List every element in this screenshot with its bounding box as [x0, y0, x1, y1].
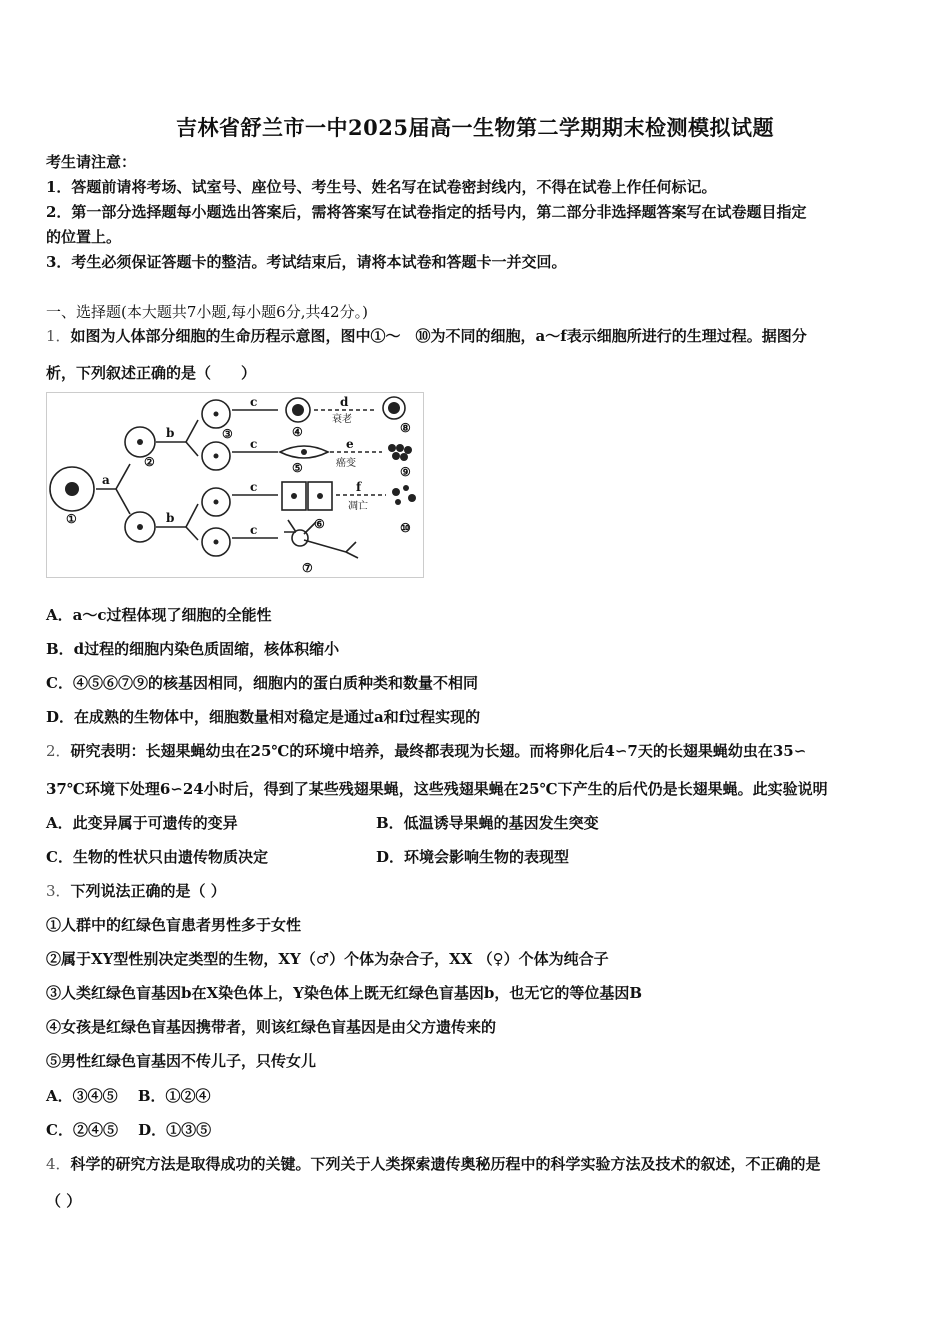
cell-life-history-diagram — [46, 392, 424, 578]
cell-label-3: ③ — [222, 427, 233, 441]
q3-statement-4: ④女孩是红绿色盲基因携带者，则该红绿色盲基因是由父方遗传来的 — [46, 1018, 497, 1036]
q2-option-a: A．此变异属于可遗传的变异 — [46, 814, 238, 832]
state-apoptosis: 凋亡 — [348, 501, 368, 512]
process-f: f — [356, 480, 362, 494]
process-c-1: c — [250, 395, 258, 409]
cell-label-2: ② — [144, 455, 155, 469]
q3-options-ab: A．③④⑤ B．①②④ — [46, 1087, 211, 1105]
process-c-4: c — [250, 523, 258, 537]
q2-option-b: B．低温诱导果蝇的基因发生突变 — [376, 814, 599, 832]
cell-10 — [392, 485, 416, 505]
notice-item-3: 3．考生必须保证答题卡的整洁。考试结束后，请将本试卷和答题卡一并交回。 — [46, 253, 567, 271]
q3-statement-3: ③人类红绿色盲基因b在X染色体上，Y染色体上既无红绿色盲基因b，也无它的等位基因B — [46, 984, 643, 1002]
q3-statement-1: ①人群中的红绿色盲患者男性多于女性 — [46, 916, 302, 934]
process-b-bottom: b — [166, 511, 175, 525]
q4-stem-line2: （ ） — [46, 1192, 82, 1210]
q1-stem-line2: 析，下列叙述正确的是（ ） — [46, 364, 257, 382]
q1-option-b: B．d过程的细胞内染色质固缩，核体积缩小 — [46, 640, 340, 658]
q2-option-d: D．环境会影响生物的表现型 — [376, 848, 570, 866]
q4-stem-line1: 4．科学的研究方法是取得成功的关键。下列关于人类探索遗传奥秘历程中的科学实验方法及技术的叙述，不正确的是 — [46, 1155, 821, 1173]
q2-option-c: C．生物的性状只由遗传物质决定 — [46, 848, 268, 866]
cell-label-1: ① — [66, 512, 77, 526]
q4-number: 4． — [46, 1155, 71, 1173]
notice-item-1: 1．答题前请将考场、试室号、座位号、考生号、姓名写在试卷密封线内，不得在试卷上作任何标记。 — [46, 178, 717, 196]
process-a: a — [102, 473, 110, 487]
q3-options-cd: C．②④⑤ D．①③⑤ — [46, 1121, 212, 1139]
q2-number: 2． — [46, 742, 71, 760]
notice-heading: 考生请注意： — [46, 153, 137, 171]
state-cancer: 癌变 — [336, 458, 356, 469]
cell-label-10: ⑩ — [400, 521, 411, 535]
cell-label-5: ⑤ — [292, 461, 303, 475]
cell-label-9: ⑨ — [400, 465, 411, 479]
q3-stem: 3．下列说法正确的是（ ） — [46, 882, 226, 900]
process-c-3: c — [250, 480, 258, 494]
process-d: d — [340, 395, 349, 409]
q1-stem-line1: 1．如图为人体部分细胞的生命历程示意图，图中①～ ⑩为不同的细胞，a～f表示细胞所进行的生理过程。据图分 — [46, 327, 807, 345]
cell-label-7: ⑦ — [302, 561, 313, 575]
cell-label-4: ④ — [292, 425, 303, 439]
page-title: 吉林省舒兰市一中2025届高一生物第二学期期末检测模拟试题 — [176, 115, 774, 140]
process-c-2: c — [250, 437, 258, 451]
process-b-top: b — [166, 426, 175, 440]
cell-label-8: ⑧ — [400, 421, 411, 435]
q1-option-c: C．④⑤⑥⑦⑨的核基因相同，细胞内的蛋白质种类和数量不相同 — [46, 674, 478, 692]
process-e: e — [346, 437, 354, 451]
q2-stem-line1: 2．研究表明：长翅果蝇幼虫在25℃的环境中培养，最终都表现为长翅。而将卵化后4∽7天的长翅果蝇幼虫在35∽ — [46, 742, 807, 760]
cell-label-6: ⑥ — [314, 517, 325, 531]
q1-option-a: A．a～c过程体现了细胞的全能性 — [46, 606, 272, 624]
notice-item-2-cont: 的位置上。 — [46, 228, 122, 246]
notice-item-2: 2．第一部分选择题每小题选出答案后，需将答案写在试卷指定的括号内，第二部分非选择题答案写在试卷题目指定 — [46, 203, 807, 221]
q3-statement-5: ⑤男性红绿色盲基因不传儿子，只传女儿 — [46, 1052, 317, 1070]
q3-number: 3． — [46, 882, 71, 900]
q1-number: 1． — [46, 327, 71, 345]
cell-9 — [388, 444, 412, 461]
q1-option-d: D．在成熟的生物体中，细胞数量相对稳定是通过a和f过程实现的 — [46, 708, 481, 726]
section-heading: 一、选择题(本大题共7小题,每小题6分,共42分。) — [46, 303, 368, 321]
q3-statement-2: ②属于XY型性别决定类型的生物，XY（♂）个体为杂合子，XX （♀）个体为纯合子 — [46, 950, 609, 968]
q2-stem-line2: 37℃环境下处理6∽24小时后，得到了某些残翅果蝇，这些残翅果蝇在25℃下产生的后代仍是长翅果蝇。此实验说明 — [46, 780, 828, 798]
state-aging: 衰老 — [332, 414, 352, 425]
